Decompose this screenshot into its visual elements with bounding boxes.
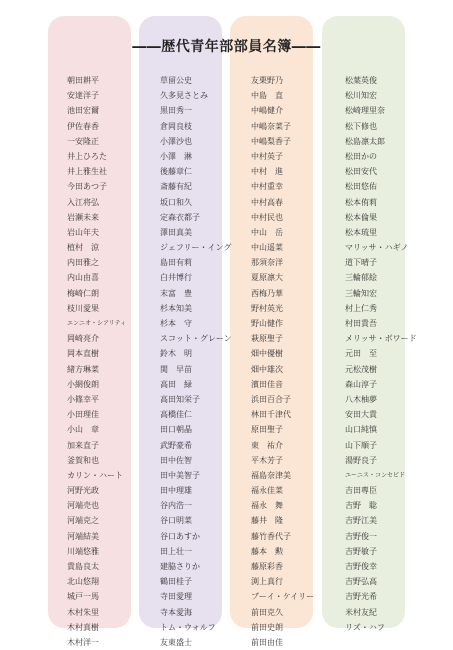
name-list-4 (345, 73, 417, 635)
member-name: 西梅乃華 (251, 288, 283, 298)
member-name: 松下修也 (345, 121, 377, 131)
member-name: 入江将弘 (67, 197, 99, 207)
member-name: 中村重幸 (251, 182, 283, 192)
member-name: 澤田真美 (160, 227, 192, 237)
member-name: 中村高春 (251, 197, 283, 207)
member-name: マリッサ・ハギノ (345, 243, 409, 253)
member-name: ジェフリー・イング (160, 243, 232, 253)
member-name: 高田 緑 (160, 379, 192, 389)
member-name: 吉野光希 (345, 592, 377, 602)
member-name: 内田雅之 (67, 258, 99, 268)
member-name: 田上壮一 (160, 546, 192, 556)
name-list-1 (67, 73, 126, 650)
member-name: 井上雅生社 (67, 167, 107, 177)
member-name: 藤竹香代子 (251, 531, 291, 541)
member-name: 倉岡良枝 (160, 121, 192, 131)
member-name: 三輪郁絵 (345, 273, 377, 283)
member-name: 北山悠翔 (67, 577, 99, 587)
member-name: 松本倫果 (345, 212, 377, 222)
member-name: 河端結美 (67, 531, 99, 541)
member-name: 野村英光 (251, 303, 283, 313)
member-name: 八木柚夢 (345, 394, 377, 404)
member-name: 濱田佳音 (251, 379, 283, 389)
member-name: 藤井 隆 (251, 516, 283, 526)
member-name: 内山由喜 (67, 273, 99, 283)
member-name: 中村 進 (251, 167, 283, 177)
member-name: 小澤沙也 (160, 136, 192, 146)
member-name: 村田貴吾 (345, 319, 377, 328)
member-name: カリン・ハート (67, 470, 123, 480)
member-name: 井上ひろた (67, 151, 107, 161)
member-name: 河端克之 (67, 516, 99, 526)
member-name: 元松茂樹 (345, 364, 377, 374)
member-name: 寺田愛理 (160, 592, 192, 602)
member-name: 池田宏爾 (67, 106, 99, 116)
member-name: 白井博行 (160, 273, 192, 283)
member-name: 坂口和久 (160, 197, 192, 207)
member-name: 福永佳菜 (251, 486, 283, 496)
member-name: トム・ウォルフ (160, 622, 216, 632)
member-name: 中村英子 (251, 151, 283, 161)
member-name: 友栗野乃 (251, 76, 283, 85)
member-name: 中嶋奈菜子 (251, 121, 291, 131)
member-name: 中嶋梨香子 (251, 136, 291, 146)
member-name: 吉野敏子 (345, 546, 377, 556)
member-name: 建脇さりか (160, 562, 200, 571)
member-name: 杉本 守 (160, 319, 192, 328)
name-list-2 (160, 73, 232, 650)
member-name: 松島凛太郎 (345, 136, 385, 146)
member-name: 小澤 淋 (160, 151, 192, 161)
member-name: 湯野良子 (345, 455, 377, 465)
member-name: 吉野俊一 (345, 531, 377, 541)
member-name: 後藤章仁 (160, 167, 192, 177)
member-name: 貴島良太 (67, 562, 99, 571)
member-name: 福永 舞 (251, 501, 283, 511)
member-name: 浜田百合子 (251, 394, 291, 404)
member-name: 平木芳子 (251, 455, 283, 465)
member-name: 松田かの (345, 151, 377, 161)
member-name: 松本侑莉 (345, 197, 377, 207)
member-name: 夏原凛大 (251, 273, 283, 283)
member-name: 松崎理里奈 (345, 106, 385, 116)
member-name: 高橋佳仁 (160, 410, 192, 420)
member-name: 草留公史 (160, 76, 192, 85)
member-name: 河端売也 (67, 501, 99, 511)
member-name: 川端悠雅 (67, 546, 99, 556)
member-name: 萩原聖子 (251, 334, 283, 344)
member-name: 小篠幸平 (67, 394, 99, 404)
member-name: 田中美智子 (160, 470, 200, 480)
member-name: エンニオ・シアリティ (67, 320, 127, 327)
member-name: ユーニス・コンセビド (345, 471, 406, 479)
member-name: 枝川愛果 (67, 303, 99, 313)
member-name: 鶴田桂子 (160, 577, 192, 587)
member-name: 緒方琳菜 (67, 364, 99, 374)
member-name: 吉田專臣 (345, 486, 377, 496)
member-name: 三輪知宏 (345, 288, 377, 298)
member-name: 加来直子 (67, 440, 99, 450)
name-list-3 (251, 73, 314, 650)
member-name: 寺本愛海 (160, 607, 192, 617)
member-name: 小山 章 (67, 425, 99, 435)
member-name: 島田有莉 (160, 258, 192, 268)
member-name: 松川知宏 (345, 91, 377, 101)
member-name: 関 早苗 (160, 364, 192, 374)
member-name: 鈴木 明 (160, 349, 192, 359)
member-name: 野山健作 (251, 319, 283, 328)
member-name: 畑中雄次 (251, 364, 283, 374)
member-name: 谷内浩一 (160, 501, 192, 511)
member-name: 森山淳子 (345, 379, 377, 389)
member-name: 前田克久 (251, 607, 283, 617)
member-name: 小網俊朗 (67, 379, 99, 389)
member-name: 中嶋健介 (251, 106, 283, 116)
member-name: 藤原彩香 (251, 562, 283, 571)
member-name: 中島 直 (251, 91, 283, 101)
member-name: 杉本知美 (160, 303, 192, 313)
member-name: 友東盛士 (160, 637, 192, 647)
member-name: 黒田秀一 (160, 106, 192, 116)
member-name: 伊佐春香 (67, 121, 99, 131)
member-name: 吉野江美 (345, 516, 377, 526)
member-name: 久多見さとみ (160, 91, 208, 101)
member-name: 畑中優樹 (251, 349, 283, 359)
member-name: リズ・ハフ (345, 622, 385, 632)
member-name: 吉野弘高 (345, 577, 377, 587)
member-name: 林田千津代 (251, 410, 291, 420)
member-name: 那須奈洋 (251, 258, 283, 268)
member-name: 原田聖子 (251, 425, 283, 435)
member-name: 植村 涼 (67, 243, 99, 253)
member-name: 松本琉里 (345, 227, 377, 237)
member-name: 谷口あすか (160, 531, 200, 541)
member-name: 河野光政 (67, 486, 99, 496)
member-name: 松田悠佑 (345, 182, 377, 192)
member-name: 中山遥菜 (251, 243, 283, 253)
member-name: 小田理佳 (67, 410, 99, 420)
member-name: 釜賀和也 (67, 455, 99, 465)
member-name: 藤本 勲 (251, 546, 283, 556)
member-name: ブーイ・ケイリー (251, 592, 315, 602)
member-name: 米村友紀 (345, 607, 377, 617)
member-name: 前田史朗 (251, 622, 283, 632)
member-name: 田中理雄 (160, 486, 192, 496)
member-name: 木村真樹 (67, 622, 99, 632)
member-name: 高田知栄子 (160, 394, 200, 404)
member-name: 吉野 聡 (345, 501, 377, 511)
member-name: 渕上真行 (251, 577, 283, 587)
member-name: 安田大貴 (345, 410, 377, 420)
member-name: 吉野俊幸 (345, 562, 377, 571)
member-name: 城戸一馬 (67, 592, 99, 602)
member-name: 木村朱里 (67, 607, 99, 617)
member-name: メリッサ・ボワード (345, 334, 417, 344)
member-name: 田口朝晶 (160, 425, 192, 435)
member-name: 東 祐介 (251, 440, 283, 450)
member-name: 岡崎亮介 (67, 334, 99, 344)
member-name: 定森衣都子 (160, 212, 200, 222)
member-name: 谷口明菜 (160, 516, 192, 526)
member-name: 道下晴子 (345, 258, 377, 268)
member-name: 岩瀬未来 (67, 212, 99, 222)
member-name: 元田 至 (345, 349, 377, 359)
member-name: 木村洋一 (67, 637, 99, 647)
member-name: 山口純慎 (345, 425, 377, 435)
member-name: 福島奈津美 (251, 470, 291, 480)
member-name: スコット・グレーン (160, 334, 232, 344)
member-name: 中村民也 (251, 212, 283, 222)
member-name: 田中佐智 (160, 455, 192, 465)
member-name: 前田由佳 (251, 637, 283, 647)
member-name: 村上仁秀 (345, 303, 377, 313)
member-name: 今田あつ子 (67, 182, 107, 192)
member-name: 梅崎仁朗 (67, 288, 99, 298)
member-name: 松葉英俊 (345, 76, 377, 85)
member-name: 斎藤有紀 (160, 182, 192, 192)
member-name: 岡本直樹 (67, 349, 99, 359)
page-title: ――歴代青年部部員名簿―― (132, 39, 321, 55)
member-name: 松田安代 (345, 167, 377, 177)
member-name: 中山 岳 (251, 227, 283, 237)
member-name: 朝田耕平 (67, 76, 99, 85)
member-name: 山下順子 (345, 440, 377, 450)
member-name: 安達洋子 (67, 91, 99, 101)
member-name: 武野豪希 (160, 440, 192, 450)
member-name: 岩山年夫 (67, 227, 99, 237)
member-name: 末富 豊 (160, 288, 192, 298)
member-name: 一安隆正 (67, 136, 99, 146)
